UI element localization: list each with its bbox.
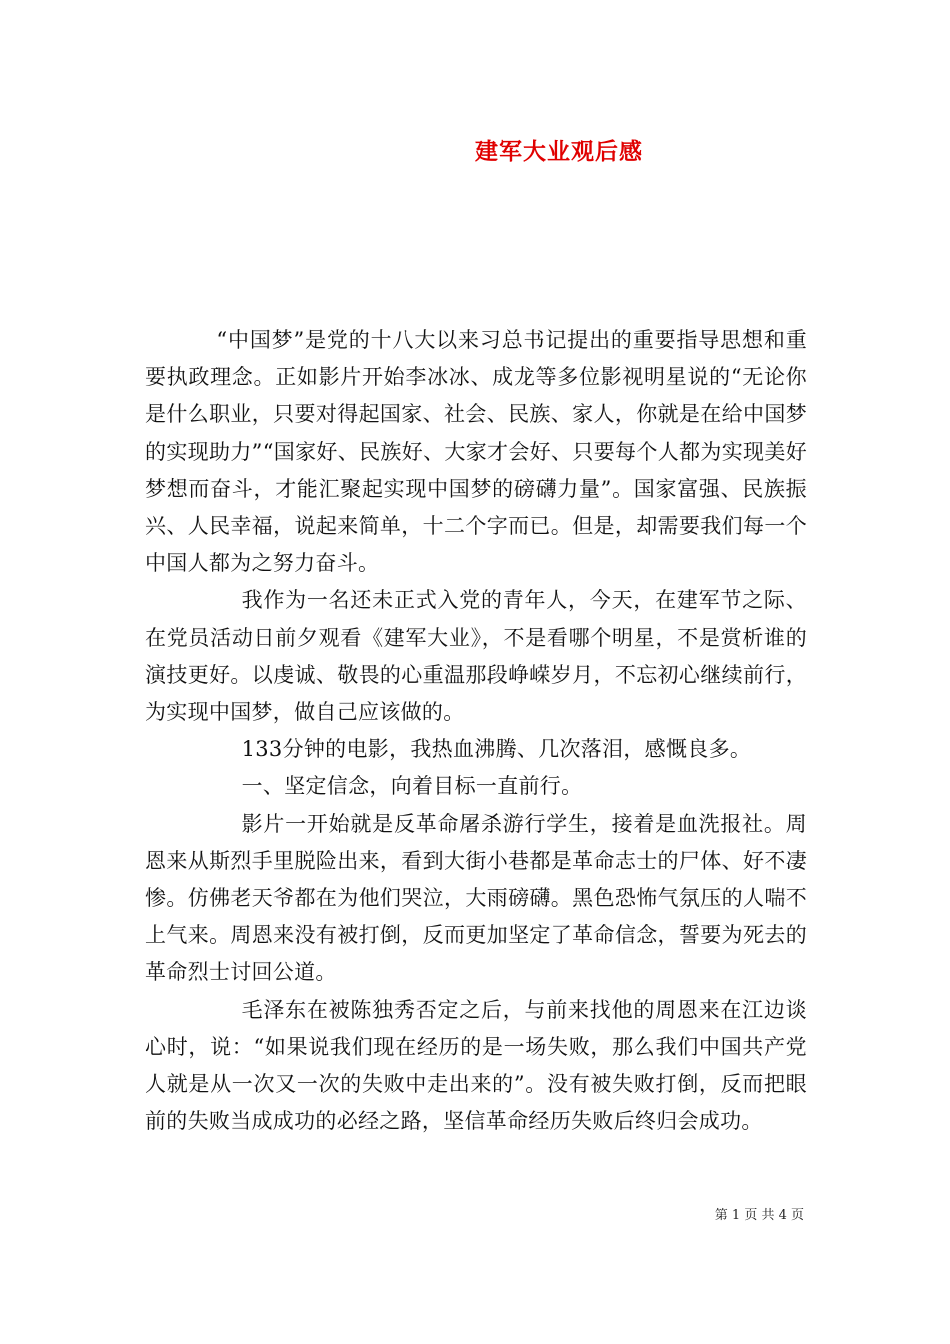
document-body (145, 322, 807, 1140)
paragraph-2: 我作为一名还未正式入党的青年人，今天，在建军节之际、在党员活动日前夕观看《建军大业》，不是看哪个明星，不是赏析谁的演技更好。以虔诚、敬畏的心重温那段峥嵘岁月，不忘初心继续前行，为实现中国梦，做自己应该做的。 (145, 588, 807, 725)
paragraph-6: 毛泽东在被陈独秀否定之后，与前来找他的周恩来在江边谈心时，说：“如果说我们现在经历的是一场失败，那么我们中国共产党人就是从一次又一次的失败中走出来的”。没有被失败打倒，反而把眼前的失败当成成功的必经之路，坚信革命经历失败后终归会成功。 (145, 997, 807, 1134)
document-title: 建军大业观后感 (475, 139, 643, 165)
paragraph-3: 133分钟的电影，我热血沸腾、几次落泪，感慨良多。 (241, 737, 752, 762)
page-footer: 第 1 页 共 4 页 (714, 1208, 804, 1223)
section-heading: 一、坚定信念，向着目标一直前行。 (241, 774, 583, 799)
paragraph-1: “中国梦”是党的十八大以来习总书记提出的重要指导思想和重要执政理念。正如影片开始李冰冰、成龙等多位影视明星说的“无论你是什么职业，只要对得起国家、社会、民族、家人，你就是在给中国梦的实现助力”“国家好、民族好、大家才会好、只要每个人都为实现美好梦想而奋斗，才能汇聚起实现中国梦的磅礴力量”。国家富强、民族振兴、人民幸福，说起来简单，十二个字而已。但是，却需要我们每一个中国人都为之努力奋斗。 (145, 328, 807, 576)
paragraph-5: 影片一开始就是反革命屠杀游行学生，接着是血洗报社。周恩来从斯烈手里脱险出来，看到大街小巷都是革命志士的尸体、好不凄惨。仿佛老天爷都在为他们哭泣，大雨磅礴。黑色恐怖气氛压的人喘不上气来。周恩来没有被打倒，反而更加坚定了革命信念，誓要为死去的革命烈士讨回公道。 (145, 811, 807, 985)
